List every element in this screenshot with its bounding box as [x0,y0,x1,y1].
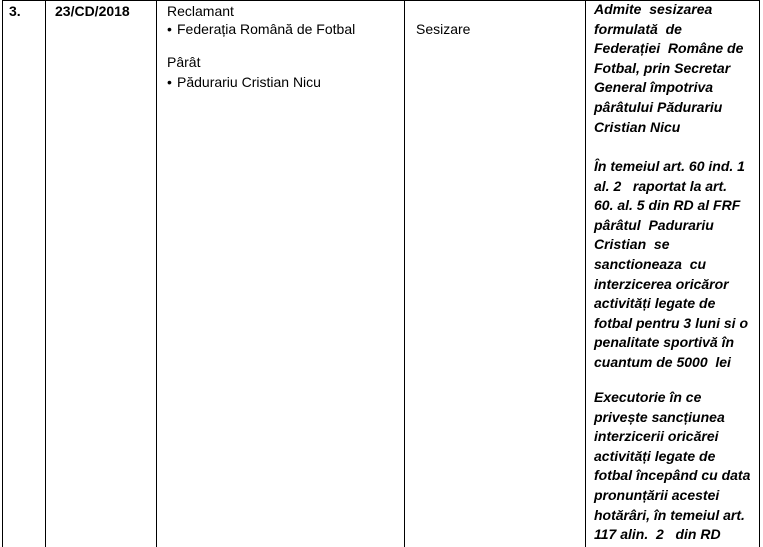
cell-number [3,1,46,547]
case-number: 23/CD/2018 [55,3,130,19]
decision-table-row [2,0,760,547]
claimant-label: Reclamant [167,3,234,19]
cell-case-number [46,1,157,547]
solution-paragraph-2: În temeiul art. 60 ind. 1 al. 2 raportat la art. 60. al. 5 din RD al FRF pârâtul Padurariu Cristian se sanctioneaza cu interzicerea oricăror activități legate de fotbal pentru 3 luni si o penalitate sportivă în cuantum de 5000 lei [594,158,748,370]
claimant-item [167,21,355,37]
cell-parties [157,1,405,547]
defendant-name: Pădurariu Cristian Nicu [177,74,321,90]
cell-solution [586,1,761,547]
row-number: 3. [9,3,21,19]
claimant-name: Federația Română de Fotbal [177,21,356,37]
bullet-icon: • [167,74,172,90]
solution-paragraph-1: Admite sesizarea formulată de Federației Române de Fotbal, prin Secretar General împotriva pârâtului Pădurariu Cristian Nicu [594,1,744,135]
solution-paragraph-3: Executorie în ce privește sancțiunea interzicerii oricărei activități legate de fotbal începând cu data pronunțării acestei hotărâri, în temeiul art. 117 alin. 2 din RD [594,389,751,543]
subject-text: Sesizare [416,21,471,37]
bullet-icon: • [167,21,172,37]
cell-subject [405,1,586,547]
defendant-label: Pârât [167,54,201,70]
defendant-item [167,74,321,90]
